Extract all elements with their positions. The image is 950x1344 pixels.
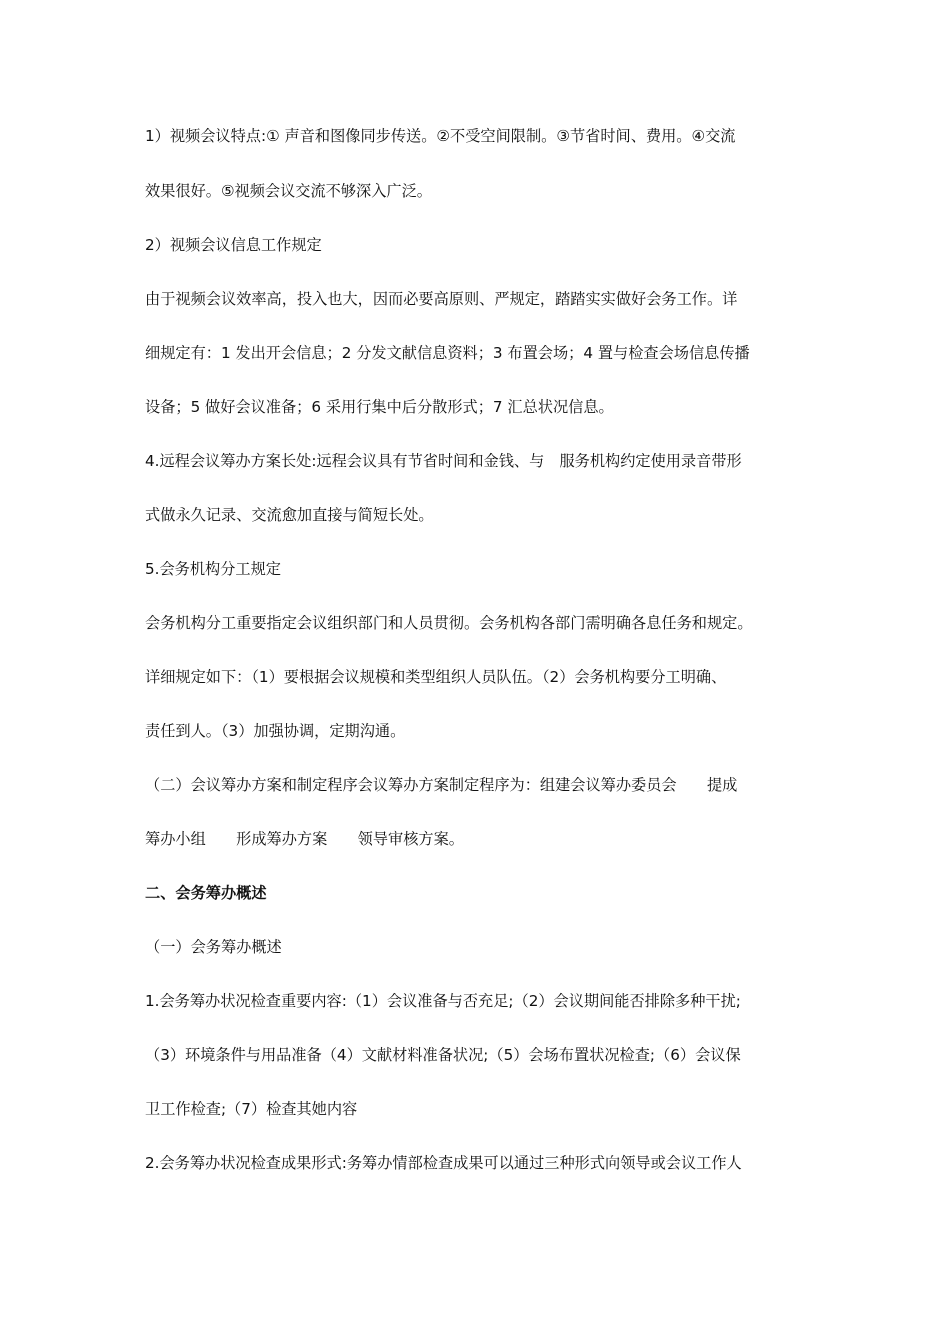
paragraph-line: 详细规定如下：（1）要根据会议规模和类型组织人员队伍。（2）会务机构要分工明确、 — [145, 668, 727, 686]
paragraph-line: 会务机构分工重要指定会议组织部门和人员贯彻。会务机构各部门需明确各息任务和规定。 — [145, 614, 753, 632]
paragraph-line: （二）会议筹办方案和制定程序会议筹办方案制定程序为：组建会议筹办委员会 提成 — [145, 776, 738, 794]
section-heading: （一）会务筹办概述 — [145, 938, 282, 956]
paragraph-line: 式做永久记录、交流愈加直接与简短长处。 — [145, 506, 434, 524]
paragraph-line: 效果很好。⑤视频会议交流不够深入广泛。 — [145, 182, 432, 200]
section-heading: 5.会务机构分工规定 — [145, 560, 281, 578]
paragraph-line: 细规定有：1 发出开会信息；2 分发文献信息资料；3 布置会场；4 置与检查会场信息传播 — [145, 344, 750, 362]
paragraph-line: 1.会务筹办状况检查重要内容:（1）会议准备与否充足;（2）会议期间能否排除多种干扰; — [145, 992, 741, 1010]
paragraph-line: （3）环境条件与用品准备（4）文献材料准备状况;（5）会场布置状况检查;（6）会议保 — [145, 1046, 741, 1064]
paragraph-line: 2.会务筹办状况检查成果形式:务筹办情部检查成果可以通过三种形式向领导或会议工作人 — [145, 1154, 742, 1172]
paragraph-line: 设备；5 做好会议准备；6 采用行集中后分散形式；7 汇总状况信息。 — [145, 398, 614, 416]
chapter-heading: 二、会务筹办概述 — [145, 884, 267, 902]
paragraph-line: 4.远程会议筹办方案长处:远程会议具有节省时间和金钱、与 服务机构约定使用录音带形 — [145, 452, 742, 470]
paragraph-line: 卫工作检查;（7）检查其她内容 — [145, 1100, 358, 1118]
paragraph-line: 由于视频会议效率高，投入也大，因而必要高原则、严规定，踏踏实实做好会务工作。详 — [145, 290, 738, 308]
paragraph-line: 筹办小组 形成筹办方案 领导审核方案。 — [145, 830, 464, 848]
paragraph-line: 1）视频会议特点:① 声音和图像同步传送。②不受空间限制。③节省时间、费用。④交流 — [145, 127, 736, 145]
section-heading: 2）视频会议信息工作规定 — [145, 236, 322, 254]
paragraph-line: 责任到人。（3）加强协调，定期沟通。 — [145, 722, 406, 740]
